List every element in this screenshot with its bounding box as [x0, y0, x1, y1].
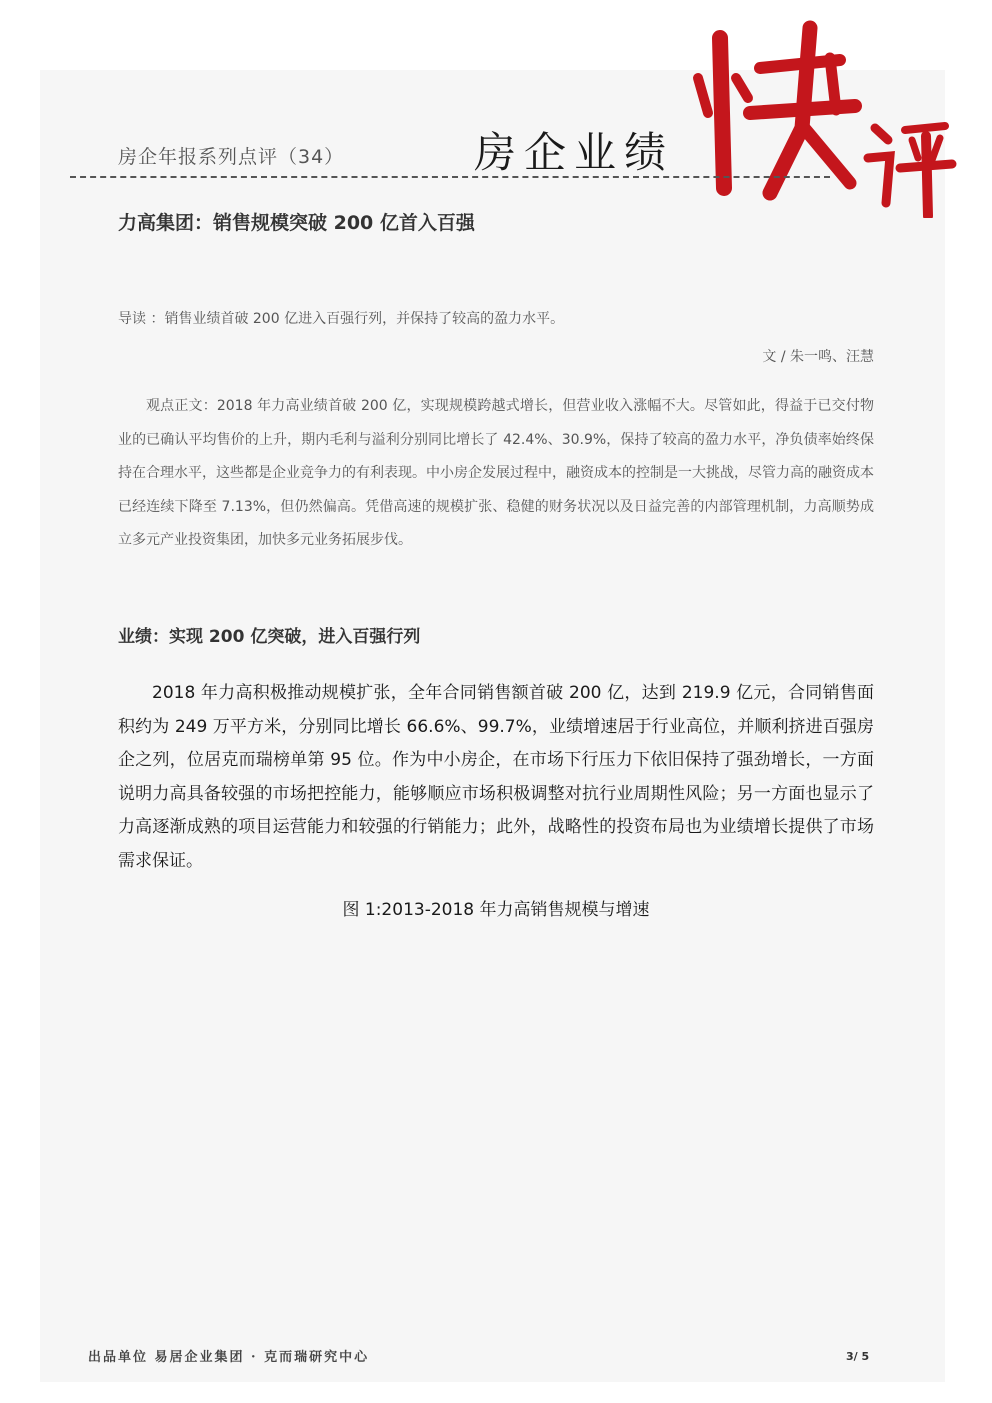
banner-title: 房企业绩: [474, 128, 675, 177]
section-heading: 业绩：实现 200 亿突破，进入百强行列: [118, 627, 421, 647]
stamp-text: 快评: [690, 18, 692, 19]
kuaiping-calligraphy-logo: [690, 18, 960, 218]
figure-caption: 图 1:2013-2018 年力高销售规模与增速: [342, 900, 650, 920]
footer-publisher: 出品单位 易居企业集团 · 克而瑞研究中心: [88, 1350, 370, 1365]
body-paragraph: 2018 年力高积极推动规模扩张，全年合同销售额首破 200 亿，达到 219.9 亿元，合同销售面积约为 249 万平方米，分别同比增长 66.6%、99.7%，业绩增速居于行业高位，并顺利挤进百强房企之列，位居克而瑞榜单第 95 位。作为中小房企，在市场下行压力下依旧保持了强劲增长，一方面说明力高具备较强的市场把控能力，能够顺应市场积极调整对抗行业周期性风险；另一方面也显示了力高逐渐成熟的项目运营能力和较强的行销能力；此外，战略性的投资布局也为业绩增长提供了市场需求保证。: [118, 683, 874, 871]
viewpoint-paragraph: 观点正文：2018 年力高业绩首破 200 亿，实现规模跨越式增长，但营业收入涨幅不大。尽管如此，得益于已交付物业的已确认平均售价的上升，期内毛利与溢利分别同比增长了 42.4%、30.9%，保持了较高的盈力水平，净负债率始终保持在合理水平，这些都是企业竞争力的有利表现。中小房企发展过程中，融资成本的控制是一大挑战，尽管力高的融资成本已经连续下降至 7.13%，但仍然偏高。凭借高速的规模扩张、稳健的财务状况以及日益完善的内部管理机制，力高顺势成立多元产业投资集团，加快多元业务拓展步伐。: [118, 398, 874, 548]
header-divider: [70, 176, 830, 178]
article-headline: 力高集团：销售规模突破 200 亿首入百强: [118, 212, 475, 234]
series-title: 房企年报系列点评（34）: [118, 146, 345, 168]
article-byline: 文 / 朱一鸣、汪慧: [762, 349, 874, 365]
page-number: 3/ 5: [846, 1350, 870, 1363]
article-lead: 导读 ：销售业绩首破 200 亿进入百强行列，并保持了较高的盈力水平。: [118, 311, 565, 327]
